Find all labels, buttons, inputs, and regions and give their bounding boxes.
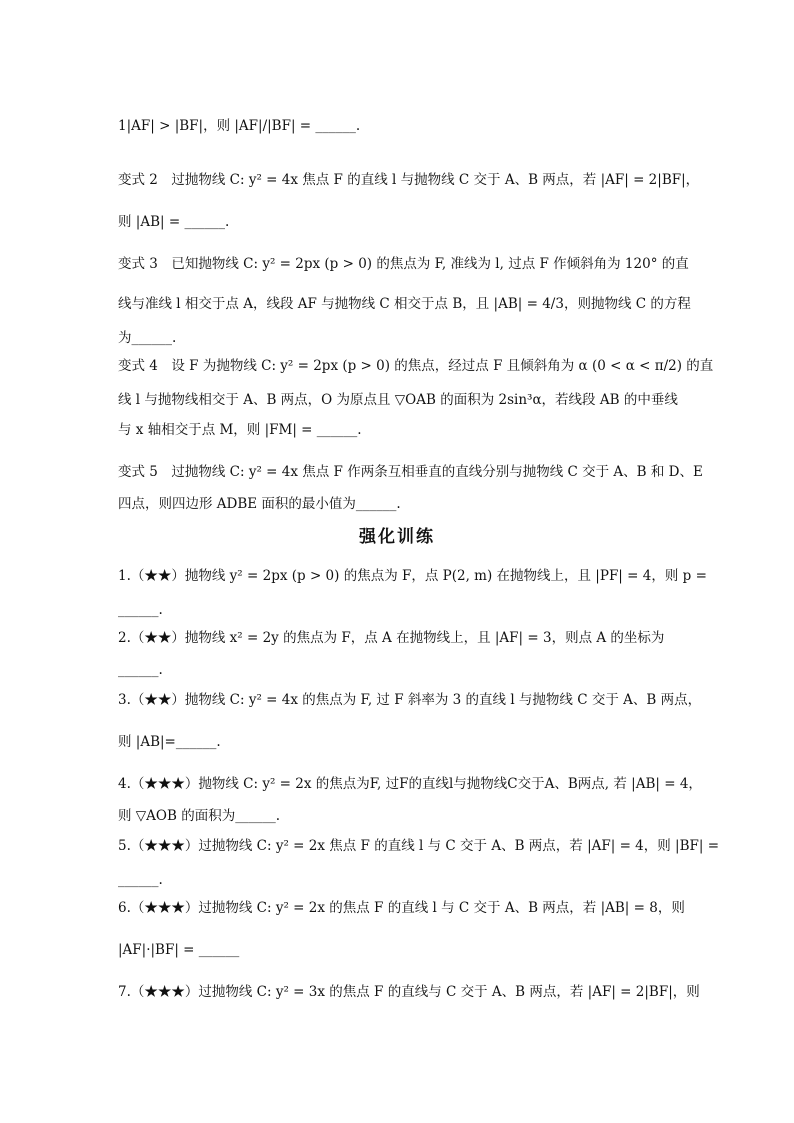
text-line: 线 l 与抛物线相交于 A、B 两点，O 为原点且 ▽OAB 的面积为 2sin³α，若线段 AB 的中垂线 bbox=[118, 392, 678, 408]
text-line: ______. bbox=[118, 602, 163, 618]
text-line: 5.（★★★）过抛物线 C: y² = 2x 焦点 F 的直线 l 与 C 交于 A、B 两点，若 |AF| = 4，则 |BF| = bbox=[118, 838, 720, 854]
text-line: 变式 2 过抛物线 C: y² = 4x 焦点 F 的直线 l 与抛物线 C 交于 A、B 两点，若 |AF| = 2|BF|， bbox=[118, 172, 700, 188]
text-line: 6.（★★★）过抛物线 C: y² = 2x 的焦点 F 的直线 l 与 C 交于 A、B 两点，若 |AB| = 8，则 bbox=[118, 900, 685, 916]
text-line: 4.（★★★）抛物线 C: y² = 2x 的焦点为F, 过F的直线l与抛物线C交于A、B两点, 若 |AB| = 4， bbox=[118, 776, 702, 792]
text-line: 变式 5 过抛物线 C: y² = 4x 焦点 F 作两条互相垂直的直线分别与抛物线 C 交于 A、B 和 D、E bbox=[118, 464, 703, 480]
text-line: |AF|·|BF| = ______ bbox=[118, 942, 240, 958]
text-line: 2.（★★）抛物线 x² = 2y 的焦点为 F，点 A 在抛物线上，且 |AF| = 3，则点 A 的坐标为 bbox=[118, 630, 665, 646]
text-line: 3.（★★）抛物线 C: y² = 4x 的焦点为 F, 过 F 斜率为 3 的直线 l 与抛物线 C 交于 A、B 两点， bbox=[118, 692, 702, 708]
text-line: 线与准线 l 相交于点 A，线段 AF 与抛物线 C 相交于点 B，且 |AB| = 4/3，则抛物线 C 的方程 bbox=[118, 296, 691, 312]
text-line: ______. bbox=[118, 662, 163, 678]
text-line: 则 ▽AOB 的面积为______. bbox=[118, 808, 280, 824]
text-line: 1.（★★）抛物线 y² = 2px (p > 0) 的焦点为 F，点 P(2, m) 在抛物线上，且 |PF| = 4，则 p = bbox=[118, 568, 707, 584]
text-line: 四点，则四边形 ADBE 面积的最小值为______. bbox=[118, 496, 401, 512]
text-line: 则 |AB|=______. bbox=[118, 734, 221, 750]
text-line: 为______. bbox=[118, 330, 177, 346]
section-title: 强化训练 bbox=[359, 527, 435, 547]
text-line: 与 x 轴相交于点 M，则 |FM| = ______. bbox=[118, 422, 362, 438]
text-line: ______. bbox=[118, 872, 163, 888]
text-line: 则 |AB| = ______. bbox=[118, 214, 230, 230]
text-line: 1|AF| > |BF|，则 |AF|/|BF| = ______. bbox=[118, 118, 361, 134]
text-line: 变式 4 设 F 为抛物线 C: y² = 2px (p > 0) 的焦点，经过点 F 且倾斜角为 α (0 < α < π/2) 的直 bbox=[118, 358, 714, 374]
text-line: 变式 3 已知抛物线 C: y² = 2px (p > 0) 的焦点为 F, 准线为 l, 过点 F 作倾斜角为 120° 的直 bbox=[118, 256, 689, 272]
text-line: 7.（★★★）过抛物线 C: y² = 3x 的焦点 F 的直线与 C 交于 A、B 两点，若 |AF| = 2|BF|，则 bbox=[118, 984, 700, 1000]
